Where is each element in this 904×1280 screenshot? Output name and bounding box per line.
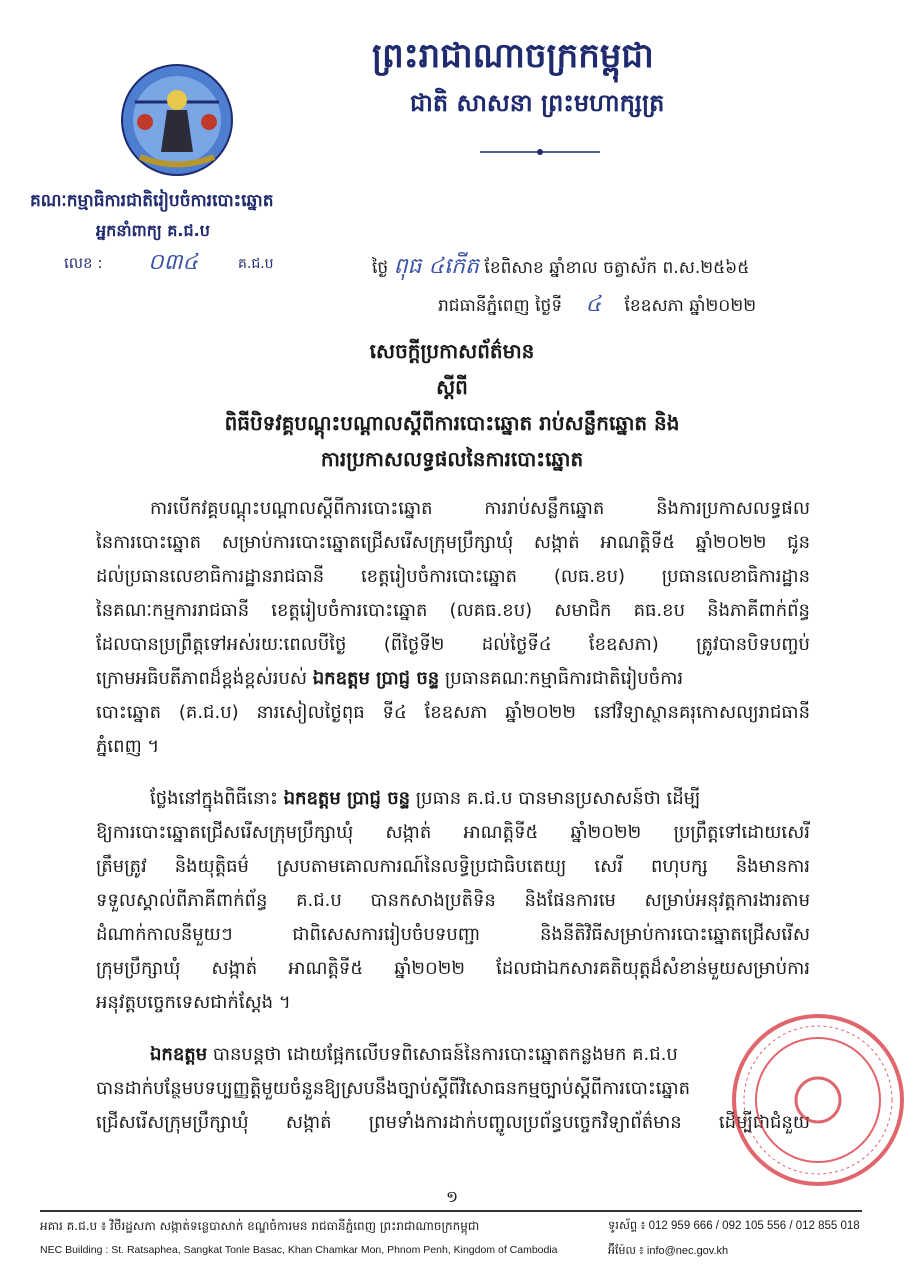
reference-label: លេខ : bbox=[64, 254, 103, 272]
nec-emblem-logo bbox=[115, 62, 239, 184]
body-line: ក្រុមប្រឹក្សាឃុំ សង្កាត់ អាណត្តិទី៥ ឆ្នាំ២០២២ ដែលជាឯកសារគតិយុត្តដ៏សំខាន់មួយសម្រាប់ការ bbox=[96, 958, 810, 979]
body-line: ភ្នំពេញ ។ bbox=[96, 736, 160, 757]
body-line: នៃការបោះឆ្នោត សម្រាប់ការបោះឆ្នោតជ្រើសរើសក្រុមប្រឹក្សាឃុំ សង្កាត់ អាណត្តិទី៥ ឆ្នាំ២០២២ ជូន bbox=[96, 532, 810, 553]
kingdom-title: ព្រះរាជាណាចក្រកម្ពុជា bbox=[372, 36, 654, 76]
footer-phone: ទូរស័ព្ទ ៖ 012 959 666 / 092 105 556 / 012 855 018 bbox=[608, 1220, 860, 1232]
body-line: ឱ្យការបោះឆ្នោតជ្រើសរើសក្រុមប្រឹក្សាឃុំ សង្កាត់ អាណត្តិទី៥ ឆ្នាំ២០២២ ប្រព្រឹត្តទៅដោយសេរី bbox=[96, 822, 810, 843]
text-segment: ប្រធានគណៈកម្មាធិការជាតិរៀបចំការ bbox=[439, 668, 684, 689]
reference-suffix: គ.ជ.ប bbox=[238, 256, 274, 272]
official-red-seal bbox=[728, 1010, 904, 1194]
title-subject-line2: ការប្រកាសលទ្ធផលនៃការបោះឆ្នោត bbox=[320, 447, 584, 471]
page-number: ១ bbox=[445, 1187, 459, 1206]
reference-number: ០៣៤ bbox=[148, 250, 198, 275]
footer-address-english: NEC Building : St. Ratsaphea, Sangkat Tonle Basac, Khan Chamkar Mon, Phnom Penh, Kingdom of Cambodia bbox=[40, 1244, 558, 1256]
gregorian-date bbox=[438, 290, 756, 322]
body-line: បានដាក់បន្ថែមបទប្បញ្ញត្តិមួយចំនួនឱ្យស្របនឹងច្បាប់ស្តីពីវិសោធនកម្មច្បាប់ស្តីពីការបោះឆ្នោត bbox=[96, 1078, 691, 1099]
text-segment: ប្រធាន គ.ជ.ប បានមានប្រសាសន៍ថា ដើម្បី bbox=[410, 788, 701, 809]
body-line: ជ្រើសរើសក្រុមប្រឹក្សាឃុំ សង្កាត់ ព្រមទាំងការដាក់បញ្ចូលប្រព័ន្ធបច្ចេកវិទ្យាព័ត៌មាន ដើម្បីជាជំនួយ bbox=[96, 1112, 810, 1133]
body-line: ដែលបានប្រព្រឹត្តទៅអស់រយៈពេលបីថ្ងៃ (ពីថ្ងៃទី២ ដល់ថ្ងៃទី៤ ខែឧសភា) ត្រូវបានបិទបញ្ចប់ bbox=[96, 634, 810, 655]
body-line: ដំណាក់កាលនីមួយៗ ជាពិសេសការរៀបចំបទបញ្ជា និងនីតិវិធីសម្រាប់ការបោះឆ្នោតជ្រើសរើស bbox=[96, 924, 810, 945]
body-line bbox=[150, 1038, 810, 1072]
text-segment: បានបន្តថា ដោយផ្អែកលើបទពិសោធន៍នៃការបោះឆ្នោតកន្លងមក គ.ជ.ប bbox=[207, 1044, 678, 1065]
official-name: ឯកឧត្តម ប្រាជ្ញ ចន្ទ bbox=[312, 668, 440, 689]
body-line: បោះឆ្នោត (គ.ជ.ប) នារសៀលថ្ងៃពុធ ទី៤ ខែឧសភា ឆ្នាំ២០២២ នៅវិទ្យាស្ថានគរុកោសល្យរាជធានី bbox=[96, 702, 810, 723]
lunar-date bbox=[372, 252, 749, 284]
body-line bbox=[150, 782, 810, 816]
body-line: នៃគណៈកម្មការរាជធានី ខេត្តរៀបចំការបោះឆ្នោត (លគធ.ខប) សមាជិក គធ.ខប និងភាគីពាក់ព័ន្ធ bbox=[96, 600, 810, 621]
body-line: អនុវត្តបច្ចេកទេសជាក់ស្តែង ។ bbox=[96, 992, 291, 1013]
spokesperson-label: អ្នកនាំពាក្យ គ.ជ.ប bbox=[96, 221, 210, 240]
title-subject-line1: ពិធីបិទវគ្គបណ្តុះបណ្តាលស្តីពីការបោះឆ្នោត រាប់សន្លឹកឆ្នោត និង bbox=[224, 411, 680, 435]
date-day-handwritten: ៤ bbox=[585, 292, 602, 317]
footer-email[interactable]: អ៊ីម៉ែល ៖ info@nec.gov.kh bbox=[608, 1245, 729, 1257]
body-line bbox=[96, 662, 810, 696]
body-line: ដល់ប្រធានលេខាធិការដ្ឋានរាជធានី ខេត្តរៀបចំការបោះឆ្នោត (លធ.ខប) ប្រធានលេខាធិការដ្ឋាន bbox=[96, 566, 810, 587]
footer-divider bbox=[40, 1210, 862, 1212]
committee-name: គណៈកម្មាធិការជាតិរៀបចំការបោះឆ្នោត bbox=[30, 191, 274, 211]
official-title: ឯកឧត្តម bbox=[150, 1044, 208, 1065]
body-line: ទទួលស្គាល់ពីភាគីពាក់ព័ន្ធ គ.ជ.ប បានកសាងប្រតិទិន និងផែនការមេ សម្រាប់អនុវត្តការងារតាម bbox=[96, 890, 810, 911]
body-line: ការបើកវគ្គបណ្តុះបណ្តាលស្តីពីការបោះឆ្នោត ការរាប់សន្លឹកឆ្នោត និងការប្រកាសលទ្ធផល bbox=[150, 498, 810, 519]
title-regarding: ស្តីពី bbox=[436, 375, 468, 399]
ornament-divider bbox=[480, 140, 600, 146]
press-release-title: សេចក្តីប្រកាសព័ត៌មាន bbox=[369, 339, 535, 363]
footer-address-khmer: អគារ គ.ជ.ប ៖ វិថីរដ្ឋសភា សង្កាត់ទន្លេបាសាក់ ខណ្ឌចំការមន រាជធានីភ្នំពេញ ព្រះរាជាណាចក្រកម្ពុជា bbox=[40, 1219, 480, 1233]
body-line: ត្រឹមត្រូវ និងយុត្តិធម៌ ស្របតាមគោលការណ៍នៃលទ្ធិប្រជាធិបតេយ្យ សេរី ពហុបក្ស និងមានការ bbox=[96, 856, 810, 877]
date-prefix: រាជធានីភ្នំពេញ ថ្ងៃទី bbox=[438, 296, 563, 316]
official-name: ឯកឧត្តម ប្រាជ្ញ ចន្ទ bbox=[283, 788, 411, 809]
lunar-day-handwritten: ពុធ ៤កើត bbox=[393, 254, 480, 279]
text-segment: ថ្លែងនៅក្នុងពិធីនោះ bbox=[150, 788, 284, 809]
date-rest: ខែឧសភា ឆ្នាំ២០២២ bbox=[624, 296, 757, 316]
text-segment: ក្រោមអធិបតីភាពដ៏ខ្ពង់ខ្ពស់របស់ bbox=[96, 668, 313, 689]
lunar-prefix: ថ្ងៃ bbox=[372, 258, 389, 278]
lunar-rest: ខែពិសាខ ឆ្នាំខាល ចត្វាស័ក ព.ស.២៥៦៥ bbox=[484, 258, 750, 278]
national-motto: ជាតិ សាសនា ព្រះមហាក្សត្រ bbox=[410, 89, 665, 117]
